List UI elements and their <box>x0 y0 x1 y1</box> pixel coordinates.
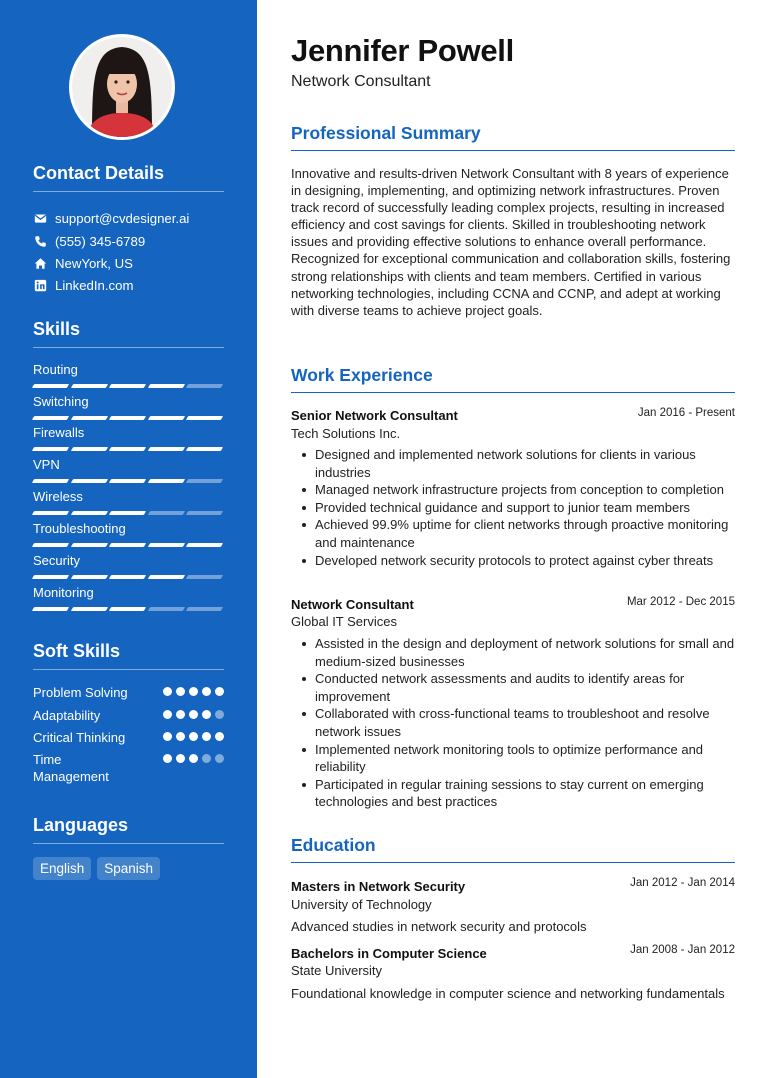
candidate-name: Jennifer Powell <box>291 33 514 68</box>
rating-dot <box>176 754 185 763</box>
degree-title: Bachelors in Computer Science <box>291 946 487 961</box>
job-bullet: Developed network security protocols to protect against cyber threats <box>291 552 735 570</box>
soft-skill-rating <box>163 732 224 746</box>
contact-linkedin-text: LinkedIn.com <box>55 277 134 293</box>
job-title: Network Consultant <box>291 597 414 612</box>
soft-skill-item <box>33 751 224 785</box>
skill-level-segment <box>148 384 185 388</box>
skill-level-segment <box>32 416 69 420</box>
job-bullet: Conducted network assessments and audits to identify areas for improvement <box>291 670 735 705</box>
degree-title: Masters in Network Security <box>291 879 466 894</box>
candidate-title: Network Consultant <box>291 73 431 90</box>
job-bullets <box>291 446 735 569</box>
soft-skill-rating <box>163 687 224 701</box>
skill-level-segment <box>186 607 223 611</box>
skill-item <box>33 457 222 483</box>
avatar <box>69 34 175 140</box>
envelope-icon <box>33 211 47 225</box>
job-bullet: Implemented network monitoring tools to optimize performance and reliability <box>291 741 735 776</box>
skill-level-bar <box>33 575 222 579</box>
skill-level-segment <box>70 575 107 579</box>
rating-dot <box>202 687 211 696</box>
education-heading: Education <box>291 835 735 863</box>
skill-level-segment <box>148 511 185 515</box>
skill-level-bar <box>33 384 222 388</box>
summary-heading: Professional Summary <box>291 123 735 151</box>
skill-level-segment <box>186 447 223 451</box>
skill-level-segment <box>70 511 107 515</box>
rating-dot <box>202 732 211 741</box>
rating-dot <box>215 710 224 719</box>
skill-level-segment <box>70 607 107 611</box>
skill-level-segment <box>109 384 146 388</box>
soft-skill-item <box>33 729 224 746</box>
soft-skill-rating <box>163 710 224 724</box>
skill-level-segment <box>109 479 146 483</box>
skill-level-segment <box>148 479 185 483</box>
rating-dot <box>189 687 198 696</box>
skill-level-segment <box>148 575 185 579</box>
rating-dot <box>163 732 172 741</box>
skills-heading: Skills <box>33 319 224 348</box>
rating-dot <box>189 710 198 719</box>
job-bullet: Managed network infrastructure projects from conception to completion <box>291 481 735 499</box>
skill-level-segment <box>70 479 107 483</box>
skill-level-segment <box>109 543 146 547</box>
languages-list <box>33 857 160 880</box>
profile-photo <box>72 37 172 137</box>
school-name: State University <box>291 963 383 978</box>
rating-dot <box>163 710 172 719</box>
skill-label: Wireless <box>33 489 83 504</box>
experience-heading: Work Experience <box>291 365 735 393</box>
skill-level-bar <box>33 607 222 611</box>
skill-level-segment <box>186 479 223 483</box>
job-bullet: Designed and implemented network solutions for clients in various industries <box>291 446 735 481</box>
job-bullet: Participated in regular training sessions to stay current on emerging technologies and best practices <box>291 776 735 811</box>
rating-dot <box>215 754 224 763</box>
contact-location <box>33 254 133 272</box>
skill-level-segment <box>148 447 185 451</box>
linkedin-icon <box>33 278 47 292</box>
rating-dot <box>163 687 172 696</box>
skill-level-segment <box>70 416 107 420</box>
skill-level-segment <box>109 511 146 515</box>
rating-dot <box>215 687 224 696</box>
degree-dates: Jan 2008 - Jan 2012 <box>630 944 735 956</box>
school-name: University of Technology <box>291 897 432 912</box>
skill-level-bar <box>33 479 222 483</box>
skill-level-segment <box>70 447 107 451</box>
rating-dot <box>189 754 198 763</box>
skill-level-bar <box>33 543 222 547</box>
job-bullet: Provided technical guidance and support to junior team members <box>291 499 735 517</box>
skill-level-segment <box>32 447 69 451</box>
skill-level-segment <box>32 607 69 611</box>
contact-phone-text: (555) 345-6789 <box>55 233 146 249</box>
soft-skill-item <box>33 684 224 701</box>
job-bullet: Achieved 99.9% uptime for client networks through proactive monitoring and maintenance <box>291 516 735 551</box>
soft-skills-heading: Soft Skills <box>33 641 224 670</box>
skill-item <box>33 425 222 451</box>
language-tag: Spanish <box>97 857 160 880</box>
skill-item <box>33 521 222 547</box>
skill-label: VPN <box>33 457 60 472</box>
degree-dates: Jan 2012 - Jan 2014 <box>630 877 735 889</box>
contact-email[interactable] <box>33 209 189 227</box>
skill-level-segment <box>186 416 223 420</box>
sidebar <box>0 0 257 1078</box>
skill-level-segment <box>109 447 146 451</box>
rating-dot <box>163 754 172 763</box>
skill-level-segment <box>148 543 185 547</box>
skill-level-segment <box>186 575 223 579</box>
rating-dot <box>215 732 224 741</box>
rating-dot <box>189 732 198 741</box>
job-dates: Mar 2012 - Dec 2015 <box>626 596 735 608</box>
contact-email-text: support@cvdesigner.ai <box>55 210 190 226</box>
soft-skill-label: Critical Thinking <box>33 730 126 745</box>
job-bullets <box>291 635 735 811</box>
soft-skill-label: Problem Solving <box>33 685 128 700</box>
skill-level-segment <box>32 575 69 579</box>
contact-heading: Contact Details <box>33 163 224 192</box>
job-company: Tech Solutions Inc. <box>291 426 401 441</box>
rating-dot <box>176 710 185 719</box>
job-bullet: Collaborated with cross-functional teams to troubleshoot and resolve network issues <box>291 705 735 740</box>
soft-skill-rating <box>163 754 224 785</box>
skill-label: Switching <box>33 394 89 409</box>
degree-description: Foundational knowledge in computer science and networking fundamentals <box>291 986 725 1001</box>
language-tag: English <box>33 857 91 880</box>
skill-level-segment <box>148 607 185 611</box>
skill-level-segment <box>32 479 69 483</box>
skill-item <box>33 362 222 388</box>
rating-dot <box>202 754 211 763</box>
rating-dot <box>176 687 185 696</box>
rating-dot <box>202 710 211 719</box>
skill-level-segment <box>32 543 69 547</box>
skill-level-segment <box>148 416 185 420</box>
skill-level-segment <box>109 575 146 579</box>
job-company: Global IT Services <box>291 614 397 629</box>
skill-level-segment <box>70 384 107 388</box>
skill-item <box>33 394 222 420</box>
skill-level-bar <box>33 416 222 420</box>
skill-label: Routing <box>33 362 78 377</box>
soft-skill-item <box>33 707 224 724</box>
skill-label: Monitoring <box>33 585 94 600</box>
job-title: Senior Network Consultant <box>291 408 458 423</box>
contact-linkedin[interactable] <box>33 276 133 294</box>
degree-description: Advanced studies in network security and protocols <box>291 919 587 934</box>
phone-icon <box>33 234 47 248</box>
soft-skill-label: Adaptability <box>33 708 101 723</box>
skill-label: Firewalls <box>33 425 85 440</box>
skill-level-segment <box>32 384 69 388</box>
skill-level-segment <box>109 416 146 420</box>
rating-dot <box>176 732 185 741</box>
skill-label: Security <box>33 553 80 568</box>
skill-item <box>33 585 222 611</box>
skill-level-bar <box>33 511 222 515</box>
contact-phone[interactable] <box>33 232 145 250</box>
skill-level-bar <box>33 447 222 451</box>
languages-heading: Languages <box>33 815 224 844</box>
job-dates: Jan 2016 - Present <box>637 407 735 419</box>
skill-level-segment <box>186 384 223 388</box>
skill-level-segment <box>186 511 223 515</box>
skill-level-segment <box>109 607 146 611</box>
skill-item <box>33 553 222 579</box>
summary-text: Innovative and results-driven Network Consultant with 8 years of experience in designing, implementing, and optimizing network infrastructures. Proven track record of successfully leading complex projects, resulting in increased efficiency and cost savings for clients. Skilled in troubleshooting network issues and providing effective solutions to enhance overall performance. Recognized for exceptional communication and collaboration skills, fostering strong relationships with clients and team members. Certified in various networking technologies, including CCNA and CCNP, and adept at working with diverse teams to achieve project goals. <box>291 166 731 318</box>
contact-location-text: NewYork, US <box>55 255 133 271</box>
skill-level-segment <box>70 543 107 547</box>
home-icon <box>33 256 47 270</box>
soft-skill-label: Time Management <box>33 752 109 784</box>
skill-level-segment <box>186 543 223 547</box>
job-bullet: Assisted in the design and deployment of network solutions for small and medium-sized businesses <box>291 635 735 670</box>
skill-label: Troubleshooting <box>33 521 126 536</box>
skill-item <box>33 489 222 515</box>
skill-level-segment <box>32 511 69 515</box>
